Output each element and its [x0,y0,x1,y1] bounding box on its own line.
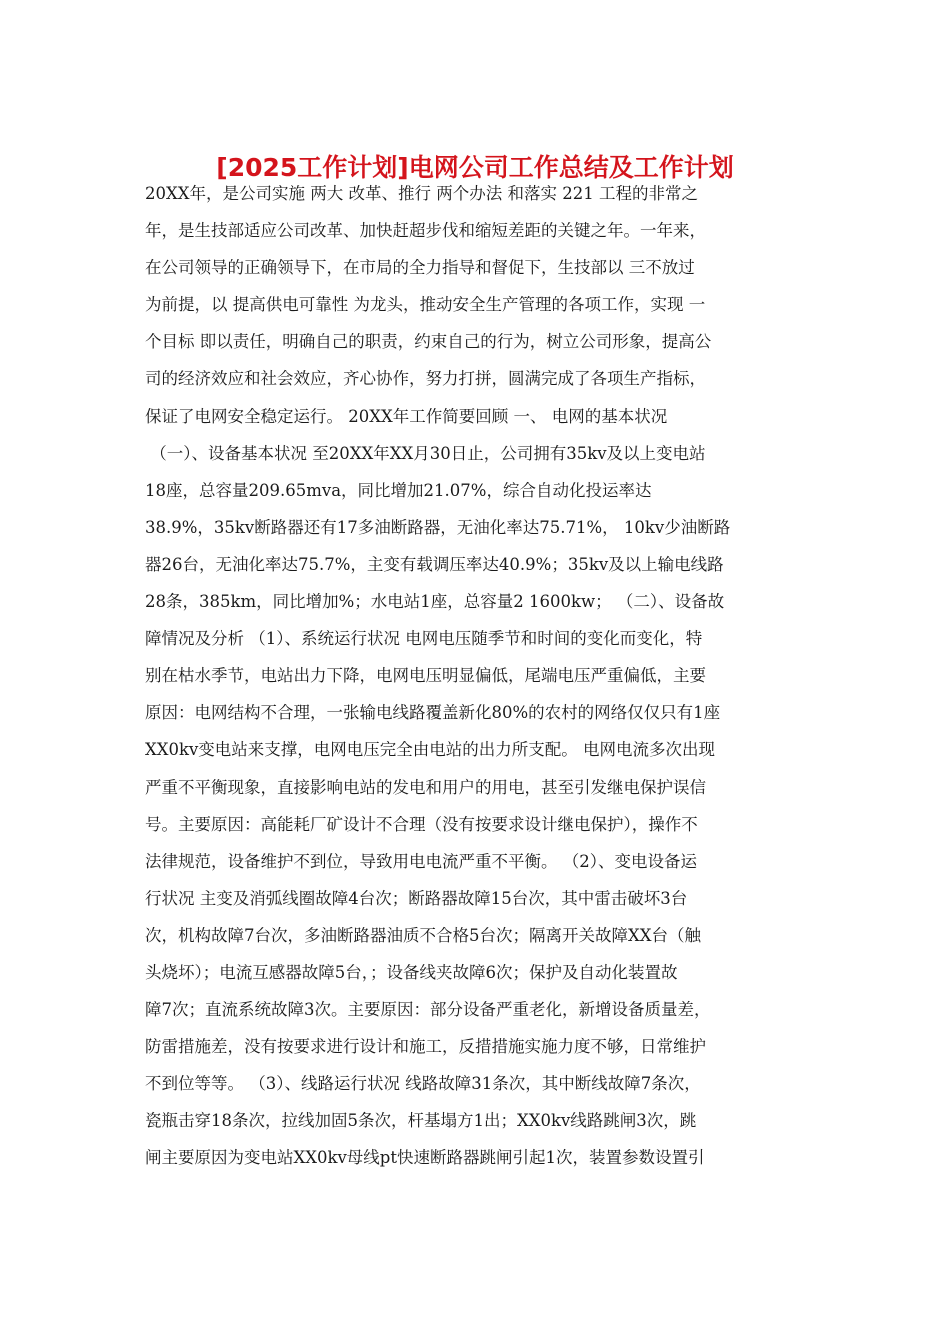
body-line: 器26台，无油化率达75.7%，主变有载调压率达40.9%；35kv及以上输电线路 [145,554,724,574]
body-line: 障情况及分析 （1）、系统运行状况 电网电压随季节和时间的变化而变化，特 [145,629,703,649]
body-line: 别在枯水季节，电站出力下降，电网电压明显偏低，尾端电压严重偏低，主要 [145,666,706,686]
body-line: 28条，385km，同比增加%；水电站1座，总容量2 1600kw； （二）、设备故 [145,592,725,612]
body-line: 个目标 即以责任，明确自己的职责，约束自己的行为，树立公司形象，提高公 [145,332,712,352]
body-line: 为前提，以 提高供电可靠性 为龙头，推动安全生产管理的各项工作，实现 一 [145,295,706,315]
body-line: 严重不平衡现象，直接影响电站的发电和用户的用电，甚至引发继电保护误信 [145,777,706,797]
body-line: 18座，总容量209.65mva，同比增加21.07%，综合自动化投运率达 [145,480,652,500]
body-line: 行状况 主变及消弧线圈故障4台次；断路器故障15台次，其中雷击破坏3台 [145,888,688,908]
body-line: 闸主要原因为变电站XX0kv母线pt快速断路器跳闸引起1次，装置参数设置引 [145,1148,705,1168]
body-line: 法律规范，设备维护不到位，导致用电电流严重不平衡。 （2）、变电设备运 [145,851,697,871]
body-line: 瓷瓶击穿18条次，拉线加固5条次，杆基塌方1出；XX0kv线路跳闸3次，跳 [145,1111,697,1131]
body-line: 防雷措施差，没有按要求进行设计和施工，反措措施实施力度不够，日常维护 [145,1037,706,1057]
body-line: 号。主要原因：高能耗厂矿设计不合理（没有按要求设计继电保护），操作不 [145,814,698,834]
body-line: 司的经济效应和社会效应，齐心协作，努力打拼，圆满完成了各项生产指标， [145,369,706,389]
body-line: 原因：电网结构不合理，一张输电线路覆盖新化80%的农村的网络仅仅只有1座 [145,703,721,723]
document-body [145,175,815,1177]
body-line: 不到位等等。 （3）、线路运行状况 线路故障31条次，其中断线故障7条次， [145,1074,701,1094]
body-line: 20XX年，是公司实施 两大 改革、推行 两个办法 和落实 221 工程的非常之 [145,184,698,203]
body-line: 障7次；直流系统故障3次。主要原因：部分设备严重老化，新增设备质量差， [145,1000,711,1020]
body-line: 在公司领导的正确领导下，在市局的全力指导和督促下，生技部以 三不放过 [145,258,695,278]
document-title: [2025工作计划]电网公司工作总结及工作计划 [216,153,734,182]
body-line: XX0kv变电站来支撑，电网电压完全由电站的出力所支配。 电网电流多次出现 [145,740,716,760]
body-line: 38.9%，35kv断路器还有17多油断路器，无油化率达75.71%， 10kv少油断路 [145,517,731,537]
body-line: 头烧坏）；电流互感器故障5台，；设备线夹故障6次；保护及自动化装置故 [145,962,678,982]
body-line: 次，机构故障7台次，多油断路器油质不合格5台次；隔离开关故障XX台（触 [145,925,701,945]
body-line: 保证了电网安全稳定运行。 20XX年工作简要回顾 一、 电网的基本状况 [145,406,668,426]
body-line: 年，是生技部适应公司改革、加快赶超步伐和缩短差距的关键之年。一年来， [145,221,706,241]
body-line: （一）、设备基本状况 至20XX年XX月30日止，公司拥有35kv及以上变电站 [145,443,706,463]
